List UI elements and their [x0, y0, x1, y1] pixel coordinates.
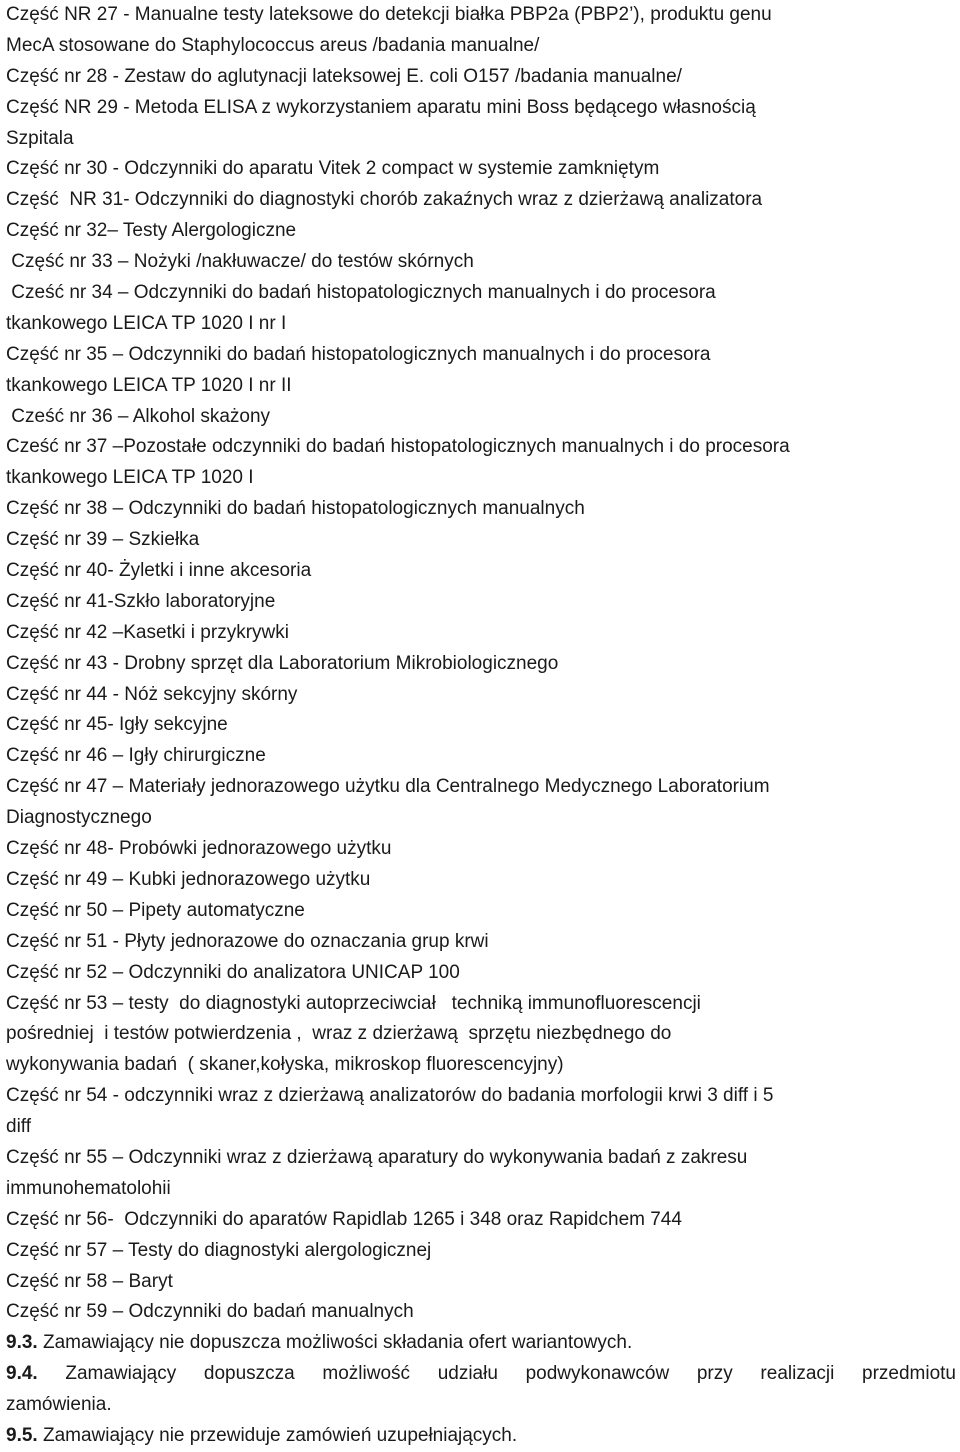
document-line: Część nr 42 –Kasetki i przykrywki [6, 621, 289, 643]
document-line: Część nr 44 - Nóż sekcyjny skórny [6, 683, 298, 705]
section-9-4 [6, 1359, 956, 1390]
section-text: zamówienia. [6, 1394, 112, 1416]
document-line: Diagnostycznego [6, 807, 152, 829]
document-line: Cześć nr 37 –Pozostałe odczynniki do badań histopatologicznych manualnych i do procesora [6, 436, 790, 458]
document-line: Część nr 32– Testy Alergologiczne [6, 220, 297, 242]
document-line: Część nr 38 – Odczynniki do badań histopatologicznych manualnych [6, 498, 585, 520]
document-line: Część nr 59 – Odczynniki do badań manualnych [6, 1301, 414, 1323]
document-line: Część nr 53 – testy do diagnostyki autoprzeciwciał techniką immunofluorescencji [6, 992, 701, 1014]
document-line: immunohematolohii [6, 1177, 171, 1199]
document-line: Część nr 40- Żyletki i inne akcesoria [6, 560, 312, 582]
document-line: Część nr 43 - Drobny sprzęt dla Laboratorium Mikrobiologicznego [6, 652, 559, 674]
section-text: Zamawiający dopuszcza możliwość udziału podwykonawców przy realizacji przedmiotu [37, 1363, 956, 1385]
section-text: Zamawiający nie dopuszcza możliwości składania ofert wariantowych. [37, 1332, 633, 1354]
section-number: 9.4. [6, 1363, 38, 1385]
document-line: Część nr 46 – Igły chirurgiczne [6, 745, 266, 767]
document-line: Część nr 54 - odczynniki wraz z dzierżawą analizatorów do badania morfologii krwi 3 diff i 5 [6, 1085, 774, 1107]
document-line: Część NR 29 - Metoda ELISA z wykorzystaniem aparatu mini Boss będącego własnością [6, 96, 756, 118]
document-line: tkankowego LEICA TP 1020 I nr I [6, 312, 287, 334]
section-9-5 [6, 1421, 956, 1452]
document-line: Część nr 50 – Pipety automatyczne [6, 899, 305, 921]
section-number: 9.5. [6, 1424, 38, 1446]
document-line: Część NR 31- Odczynniki do diagnostyki chorób zakaźnych wraz z dzierżawą analizatora [6, 189, 763, 211]
document-line: Część nr 49 – Kubki jednorazowego użytku [6, 868, 371, 890]
document-line: diff [6, 1116, 32, 1138]
document-line: tkankowego LEICA TP 1020 I nr II [6, 374, 292, 396]
document-line: tkankowego LEICA TP 1020 I [6, 467, 254, 489]
section-text: Zamawiający nie przewiduje zamówień uzupełniających. [37, 1424, 518, 1446]
document-line: Część nr 51 - Płyty jednorazowe do oznaczania grup krwi [6, 930, 489, 952]
document-line: Szpitala [6, 127, 74, 149]
document-line: wykonywania badań ( skaner,kołyska, mikroskop fluorescencyjny) [6, 1054, 564, 1076]
section-9-3 [6, 1328, 956, 1359]
section-9-4-continuation [6, 1390, 956, 1421]
document-line: pośredniej i testów potwierdzenia , wraz z dzierżawą sprzętu niezbędnego do [6, 1023, 672, 1045]
document-line: Część nr 56- Odczynniki do aparatów Rapidlab 1265 i 348 oraz Rapidchem 744 [6, 1208, 682, 1230]
document-line: Cześć nr 36 – Alkohol skażony [6, 405, 271, 427]
document-page [6, 0, 956, 1452]
document-line: Część nr 41-Szkło laboratoryjne [6, 590, 276, 612]
document-line: Część nr 39 – Szkiełka [6, 529, 200, 551]
document-line: Część nr 28 - Zestaw do aglutynacji lateksowej E. coli O157 /badania manualne/ [6, 65, 682, 87]
document-line: Część nr 33 – Nożyki /nakłuwacze/ do testów skórnych [6, 251, 474, 273]
section-number: 9.3. [6, 1332, 38, 1354]
document-line: Część nr 30 - Odczynniki do aparatu Vitek 2 compact w systemie zamkniętym [6, 158, 660, 180]
procurement-parts-list [6, 0, 956, 1328]
document-line: Część NR 27 - Manualne testy lateksowe do detekcji białka PBP2a (PBP2’), produktu genu [6, 4, 772, 25]
document-line: Część nr 57 – Testy do diagnostyki alergologicznej [6, 1239, 432, 1261]
document-line: Część nr 35 – Odczynniki do badań histopatologicznych manualnych i do procesora [6, 343, 711, 365]
document-line: Część nr 47 – Materiały jednorazowego użytku dla Centralnego Medycznego Laboratorium [6, 776, 770, 798]
document-line: Część nr 55 – Odczynniki wraz z dzierżawą aparatury do wykonywania badań z zakresu [6, 1146, 748, 1168]
document-line: Cześć nr 34 – Odczynniki do badań histopatologicznych manualnych i do procesora [6, 282, 716, 304]
document-line: Część nr 45- Igły sekcyjne [6, 714, 228, 736]
document-line: Część nr 58 – Baryt [6, 1270, 173, 1292]
terms-sections [6, 1328, 956, 1452]
document-line: Część nr 52 – Odczynniki do analizatora UNICAP 100 [6, 961, 460, 983]
document-line: MecA stosowane do Staphylococcus areus /badania manualne/ [6, 34, 540, 56]
document-line: Część nr 48- Probówki jednorazowego użytku [6, 838, 392, 860]
